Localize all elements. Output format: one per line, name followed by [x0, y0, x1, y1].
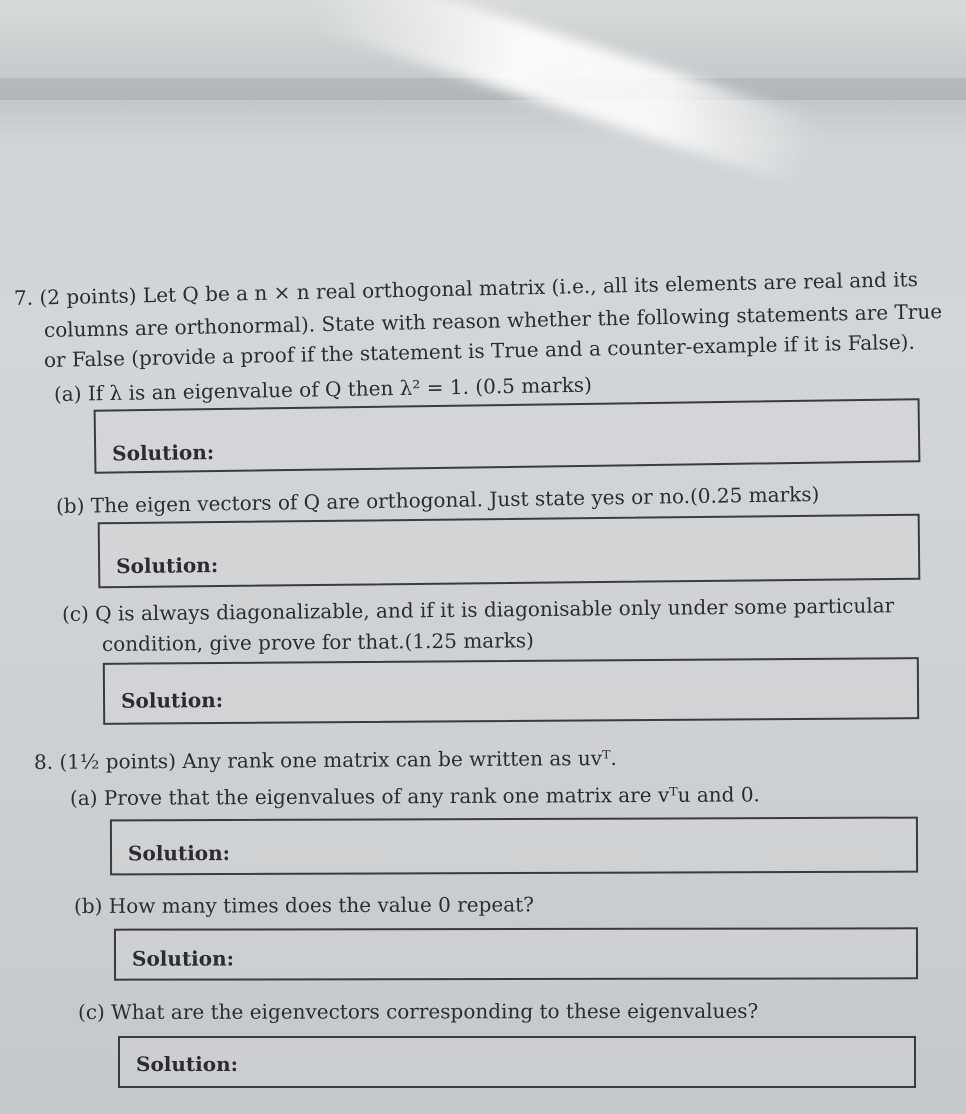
q7-line3: or False (provide a proof if the statement is True and a counter-example if it is False).	[43, 329, 916, 372]
solution-label: Solution:	[136, 1052, 239, 1076]
solution-label: Solution:	[127, 840, 231, 866]
q7-part-a: (a) If λ is an eigenvalue of Q then λ² = 1. (0.5 marks)	[53, 372, 593, 406]
q8-part-a: (a) Prove that the eigenvalues of any rank one matrix are vᵀu and 0.	[69, 782, 760, 810]
q8-part-c: (c) What are the eigenvectors corresponding to these eigenvalues?	[77, 998, 759, 1024]
q7c-solution-box[interactable]	[103, 657, 919, 725]
q8-heading	[34, 746, 617, 774]
q7-part-c-line2: condition, give prove for that.(1.25 marks)	[101, 628, 534, 656]
solution-label: Solution:	[116, 553, 219, 579]
q8a-solution-box[interactable]	[110, 817, 918, 876]
solution-label: Solution:	[112, 440, 215, 466]
q7a-solution-box[interactable]	[94, 398, 921, 474]
q8b-solution-box[interactable]	[114, 927, 918, 980]
q8c-solution-box[interactable]	[118, 1036, 916, 1088]
q7-number: 7.	[13, 285, 34, 310]
q8-part-b: (b) How many times does the value 0 repeat?	[73, 892, 534, 918]
solution-label: Solution:	[120, 688, 224, 713]
q7-line1: (2 points) Let Q be a n × n real orthogonal matrix (i.e., all its elements are real and its	[39, 267, 919, 310]
q8-number: 8.	[33, 749, 54, 774]
q7-part-c-line1: (c) Q is always diagonalizable, and if it is diagonisable only under some particular	[61, 593, 895, 626]
q7b-solution-box[interactable]	[98, 514, 921, 589]
q7-line2: columns are orthonormal). State with reason whether the following statements are True	[43, 299, 943, 342]
q8-line1: (1½ points) Any rank one matrix can be written as uvᵀ.	[59, 745, 617, 774]
solution-label: Solution:	[131, 946, 235, 971]
q7-part-b: (b) The eigen vectors of Q are orthogonal. Just state yes or no.(0.25 marks)	[55, 482, 820, 518]
